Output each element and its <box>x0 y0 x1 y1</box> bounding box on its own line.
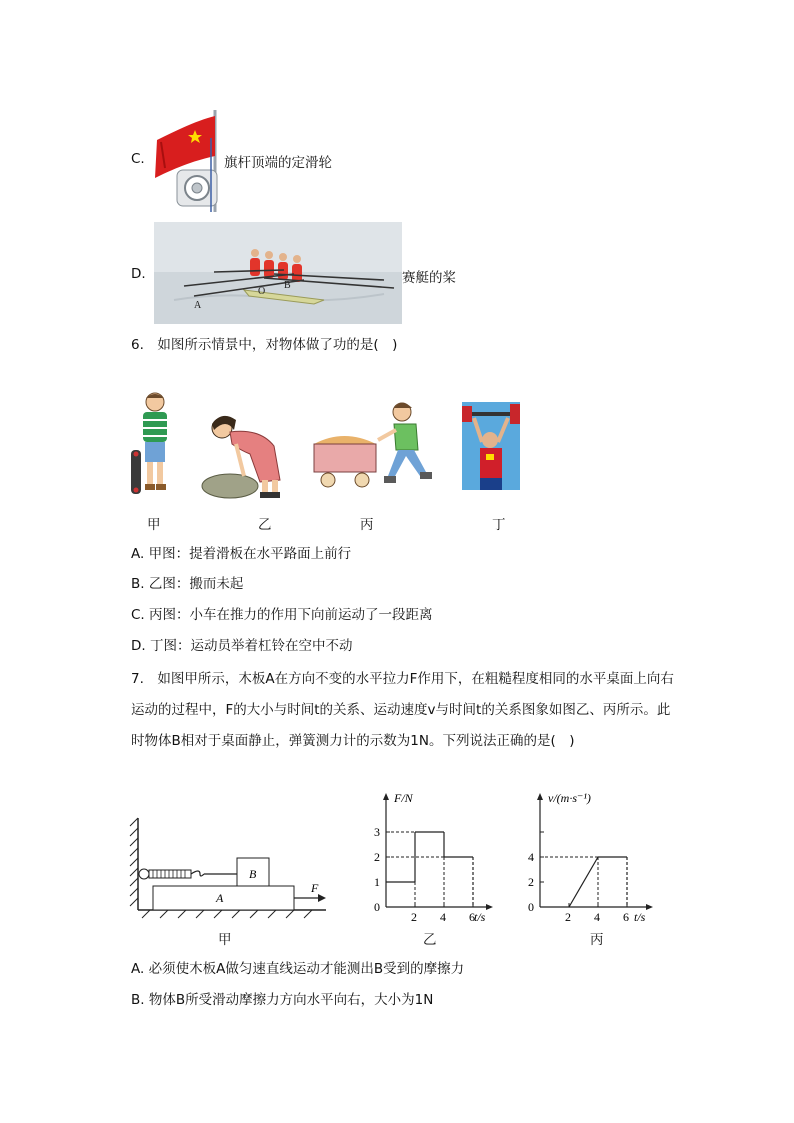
chart-yi-caption: 乙 <box>423 932 437 948</box>
y-axis-arrow <box>383 793 389 800</box>
oar-point-a: A <box>194 300 202 311</box>
q6-stem: 6. 如图所示情景中，对物体做了功的是( ) <box>131 337 398 353</box>
option-c <box>131 108 391 213</box>
rowing-boat-image <box>154 222 402 324</box>
y-tick-label: 1 <box>374 875 380 889</box>
q6-picture-ding <box>462 402 520 490</box>
option-d-text: 赛艇的桨 <box>402 270 456 286</box>
q6-caption-jia: 甲 <box>147 517 161 533</box>
y-tick-label: 2 <box>528 875 534 889</box>
q6-option-b: B. 乙图：搬而未起 <box>131 576 244 592</box>
q7-stem-line-2: 运动的过程中，F的大小与时间t的关系、运动速度v与时间t的关系图象如图乙、丙所示。此 <box>131 702 671 718</box>
q7-option-a: A. 必须使木板A做匀速直线运动才能测出B受到的摩擦力 <box>131 961 465 977</box>
origin-label: 0 <box>374 900 380 914</box>
option-d <box>131 222 471 324</box>
x-axis-arrow <box>646 904 653 910</box>
y-axis-label: v/(m·s⁻¹) <box>548 791 591 805</box>
q6-caption-ding: 丁 <box>492 517 506 533</box>
x-tick-label: 2 <box>565 910 571 924</box>
x-tick-label: 6 <box>623 910 629 924</box>
chart-bing-velocity-time <box>520 784 676 930</box>
y-tick-label: 2 <box>374 850 380 864</box>
origin-label: 0 <box>528 900 534 914</box>
chart-bing-caption: 丙 <box>590 932 604 948</box>
q7-stem-line-3: 时物体B相对于桌面静止，弹簧测力计的示数为1N。下列说法正确的是( ) <box>131 733 575 749</box>
q6-picture-yi <box>200 410 290 500</box>
x-tick-label: 2 <box>411 910 417 924</box>
block-b-label: B <box>249 867 257 881</box>
force-f-label: F <box>311 881 319 895</box>
q6-caption-bing: 丙 <box>360 517 374 533</box>
oar-point-o: O <box>258 286 266 297</box>
q6-option-d: D. 丁图：运动员举着杠铃在空中不动 <box>131 638 353 654</box>
option-c-text: 旗杆顶端的定滑轮 <box>224 155 332 171</box>
q6-option-a: A. 甲图：提着滑板在水平路面上前行 <box>131 546 352 562</box>
option-c-letter: C. <box>131 151 145 167</box>
board-a-label: A <box>216 891 224 905</box>
y-axis-label: F/N <box>394 791 413 805</box>
series-segment <box>569 857 598 907</box>
q7-caption-jia: 甲 <box>218 932 232 948</box>
x-tick-label: 4 <box>594 910 600 924</box>
q6-caption-yi: 乙 <box>258 517 272 533</box>
x-axis-label: t/s <box>474 910 486 924</box>
q6-picture-bing <box>310 400 445 490</box>
q7-option-b: B. 物体B所受滑动摩擦力方向水平向右，大小为1N <box>131 992 434 1008</box>
y-tick-label: 4 <box>528 850 534 864</box>
y-axis-arrow <box>537 793 543 800</box>
q6-option-c: C. 丙图：小车在推力的作用下向前运动了一段距离 <box>131 607 433 623</box>
q7-figure-jia <box>128 812 338 922</box>
option-d-letter: D. <box>131 266 146 282</box>
q7-stem-line-1: 7. 如图甲所示，木板A在方向不变的水平拉力F作用下，在粗糙程度相同的水平桌面上向右 <box>131 671 674 687</box>
x-axis-arrow <box>486 904 493 910</box>
flagpole-pulley-image <box>151 108 231 213</box>
chart-yi-force-time <box>362 784 512 930</box>
y-tick-label: 3 <box>374 825 380 839</box>
x-axis-label: t/s <box>634 910 646 924</box>
x-tick-label: 4 <box>440 910 446 924</box>
q6-picture-jia <box>129 390 177 500</box>
x-tick-label: 6 <box>469 910 475 924</box>
oar-point-b: B <box>284 280 291 291</box>
